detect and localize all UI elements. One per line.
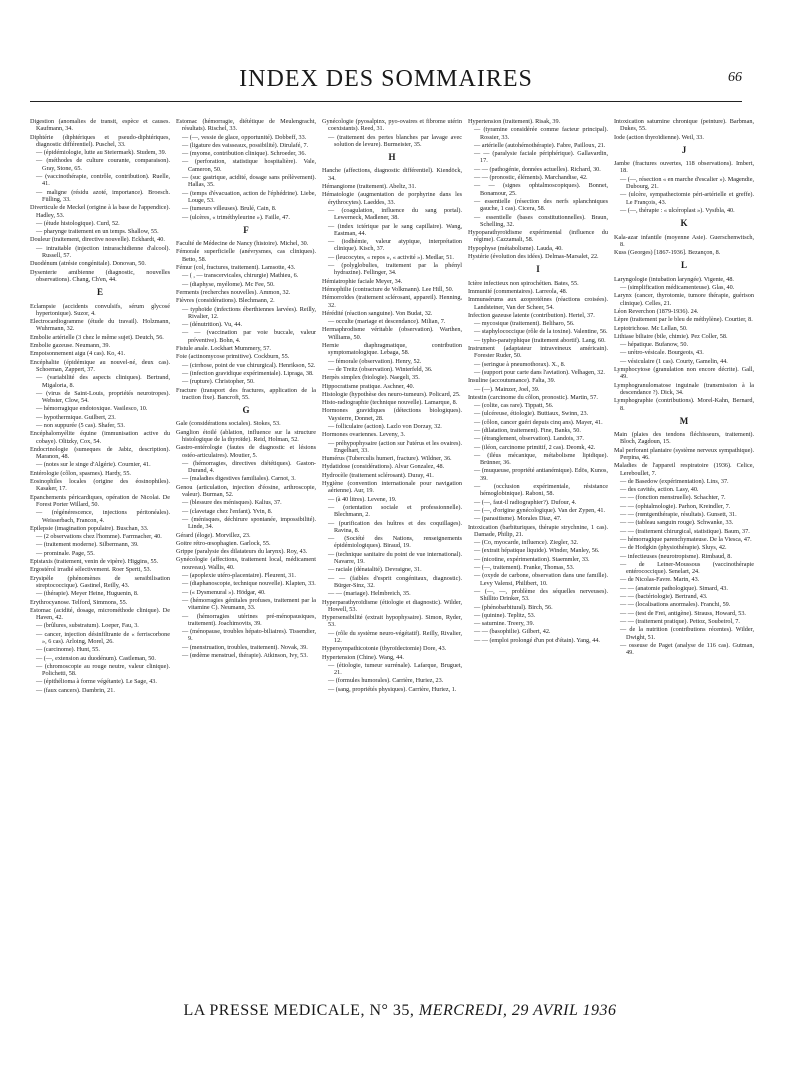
index-entry: Lymphogranulomatose inguinale (transmission à la descendance ?). Dick, 34. bbox=[614, 381, 754, 396]
index-subentry: — (—, extension au duodénum). Castleman, 50. bbox=[36, 654, 156, 662]
index-subentry: — (virus de Saint-Louis, propriétés neurotropes). Webster, Clow, 54. bbox=[36, 389, 170, 405]
index-entry: Hydrocèle (traitement sclérosant). Duray, 41. bbox=[322, 471, 434, 479]
index-entry: Diverticule de Meckel (origine à la base de l'appendice). Hadley, 53. bbox=[30, 204, 170, 219]
index-subentry: — (vaccinothérapie, contrôle, contribution). Ruelle, 41. bbox=[36, 173, 170, 188]
index-entry: Faculté de Médecine de Nancy (histoire). Michel, 30. bbox=[176, 240, 309, 248]
index-subentry: — (quinine). Teplitz, 53. bbox=[474, 611, 536, 619]
index-entry: Ganglion étoilé (ablation, influence sur la structure histologique de la thyroïde). Reid, Holman, 52. bbox=[176, 428, 316, 443]
index-subentry: — (suc gastrique, acidité, dosage sans prélèvement). Hallas, 35. bbox=[182, 174, 316, 189]
index-subentry: — (parasitisme). Morales Diaz, 47. bbox=[474, 515, 562, 523]
index-entry: Instrument (adaptateur intraveineux américain). Forester Ruder, 50. bbox=[468, 345, 608, 360]
index-subentry: — (épidémiologie, lutte au Steiermark). Studem, 39. bbox=[36, 149, 167, 157]
index-entry: Immunité (commentaires). Larreola, 48. bbox=[468, 287, 568, 295]
index-subentry: — (infection gravidique expérimentale). Lipraga, 38. bbox=[182, 369, 314, 377]
index-subentry: — (diaphyse, myélome). Mc Fee, 50. bbox=[182, 280, 275, 288]
index-entry: Fièvres (considérations). Blechmann, 2. bbox=[176, 297, 275, 305]
index-column-3 bbox=[322, 118, 462, 978]
index-subentry: — (—, d'origine gynécologique). Van der Zypen, 41. bbox=[474, 506, 606, 514]
index-entry: Estomac (hémorragie, diététique de Meulengracht, résultats). Rischel, 33. bbox=[176, 118, 316, 133]
index-entry: Infection gazeuse latente (contribution). Hertel, 37. bbox=[468, 311, 595, 319]
section-letter: H bbox=[388, 152, 396, 163]
index-entry: Hypoparathyroïdisme expérimental (influence du régime). Cazzamali, 58. bbox=[468, 229, 608, 244]
index-subentry: — typho-paratyphique (traitement abortif). Lang, 60. bbox=[474, 336, 606, 344]
index-subentry: — (Société des Nations, renseignements épidémiologiques). Biraud, 19. bbox=[328, 535, 462, 550]
index-subentry: — — (vaccination par voie buccale, valeur préventive). Bohn, 4. bbox=[182, 329, 316, 344]
index-subentry: — (support pour carte dans l'aviation). Velhagen, 32. bbox=[474, 368, 605, 376]
index-entry: Hémorroïdes (traitement sclérosant, appareil). Henning, 32. bbox=[322, 294, 462, 309]
index-column-4 bbox=[468, 118, 608, 978]
index-entry: Hanche (affections, diagnostic différentiel). Kiendöck, 34. bbox=[322, 167, 462, 182]
index-subentry: — (iléon, carcinome primitif, 2 cas). Deomk, 42. bbox=[474, 443, 596, 451]
index-subentry: — (—, faut-il radiographier?). Dufour, 4. bbox=[474, 498, 577, 506]
index-entry: Encéphalite (épidémique au nouvel-né, deux cas). Schoeman, Zappert, 37. bbox=[30, 358, 170, 373]
index-subentry: — non suppurée (5 cas). Shafer, 53. bbox=[36, 421, 125, 429]
index-subentry: — (à 40 litres). Levene, 19. bbox=[328, 495, 397, 503]
index-entry: Endocrinologie (sumeques de Jabiz, description). Maranon, 48. bbox=[30, 445, 170, 461]
index-entry: Ergostérol irradié sélectivement. Roer Sperti, 53. bbox=[30, 566, 152, 574]
index-entry: Fistule anale. Lockhart Mummery, 57. bbox=[176, 345, 271, 353]
section-letter: M bbox=[679, 415, 689, 426]
index-entry: Hyperparathyroïdisme (étiologie et diagnostic). Wilder, Howell, 53. bbox=[322, 598, 462, 613]
index-subentry: — (rupture). Christopher, 50. bbox=[182, 378, 255, 386]
index-subentry: — (occlusion expérimentale, résistance hémoglobinique). Raboni, 58. bbox=[474, 483, 608, 498]
index-subentry: — (simplification médicamenteuse). Glas, 40. bbox=[620, 284, 735, 292]
index-column-5 bbox=[614, 118, 754, 978]
index-entry: Hystérie (évolution des idées). Delmas-Marsalet, 22. bbox=[468, 253, 599, 261]
index-subentry: — — (traitement chirurgical, statistique). Baum, 37. bbox=[620, 527, 750, 535]
index-entry: Hernie diaphragmatique, contribution symptomatologique. Lebaga, 58. bbox=[322, 342, 462, 357]
index-subentry: — (seringue à pneumothorax). X., 8. bbox=[474, 360, 566, 368]
index-subentry: — staphylococcique (rôle de la toxine). Valentine, 56. bbox=[474, 328, 608, 336]
index-subentry: — — (bactériologie). Bertrand, 43. bbox=[620, 593, 708, 601]
index-subentry: — des cavités, action. Lasy, 40. bbox=[620, 486, 699, 494]
index-subentry: — folliculaire (action). Lazlo von Dorzay, 32. bbox=[328, 422, 442, 430]
index-subentry: — (technique sanitaire du point de vue international). Navarre, 19. bbox=[328, 550, 462, 566]
index-entry: Hydatidose (considérations). Alvar Gonzalez, 48. bbox=[322, 463, 445, 471]
index-entry: Insuline (accoutumance). Falta, 39. bbox=[468, 377, 556, 385]
index-entry: Douleur (traitement, directive nouvelle). Eckhardt, 40. bbox=[30, 236, 165, 244]
index-entry: Dysenterie amibienne (diagnostic, nouvelles observations). Chang, Ch'en, 44. bbox=[30, 268, 170, 283]
index-subentry: — (—, —, problème des séquelles nerveuses). Shillito Drinker, 53. bbox=[474, 587, 608, 603]
index-subentry: — intraitable (injection intrarachidienne d'alcool). Russell, 57. bbox=[36, 244, 170, 260]
index-subentry: — (carcinome). Hunt, 55. bbox=[36, 646, 100, 654]
index-entry: Lymphographie (contributions). Morel-Kahn, Bernard, 8. bbox=[614, 397, 754, 412]
index-entry: Hypertension (Chine). Wang, 44. bbox=[322, 653, 404, 661]
index-entry: Hygiène (convention internationale pour navigation aérienne). Aur, 19. bbox=[322, 480, 462, 495]
index-entry: Foie (actinomycose primitive). Cockburn, 55. bbox=[176, 353, 290, 361]
index-subentry: — (méthodes de culture courante, comparaison). Gray, Stone, 65. bbox=[36, 157, 170, 172]
index-subentry: — (œdème menstruel, thérapie). Atkinson, Ivy, 53. bbox=[182, 652, 308, 659]
index-entry: Epilepsie (imagination populaire). Buschan, 33. bbox=[30, 524, 149, 532]
index-subentry: — (index ictérique par le sang capillaire). Wang, Eastman, 44. bbox=[328, 222, 462, 237]
index-entry: Entérologie (côlon, spasmes). Hardy, 55. bbox=[30, 469, 131, 477]
section-letter: I bbox=[536, 264, 540, 275]
index-entry: Gale (considérations sociales). Stokes, 53. bbox=[176, 420, 281, 428]
index-subentry: — (nicotine, expérimentation). Staemmler, 33. bbox=[474, 555, 590, 563]
index-subentry: — (coagulation, influence du sang portal). Lewerneck, Madlener, 38. bbox=[328, 206, 462, 222]
issue-number: N° 35 bbox=[369, 1002, 410, 1019]
index-subentry: — osseuse de Paget (analyse de 116 cas). Gutman, 49. bbox=[620, 641, 754, 657]
index-entry: Estomac (acidité, dosage, microméthode clinique). De Haven, 42. bbox=[30, 606, 170, 622]
index-entry: Hémophilie (contracture de Volkmann). Lee Hill, 50. bbox=[322, 285, 454, 293]
index-subentry: — (clavetage chez l'enfant). Yvin, 8. bbox=[182, 507, 273, 515]
index-subentry: — (faux cancers). Dambrin, 21. bbox=[36, 686, 115, 694]
index-subentry: — (dilatation, traitement). Fine, Banks, 50. bbox=[474, 426, 581, 434]
index-subentry: — hémorragique endotoxique. Vasilesco, 10. bbox=[36, 405, 148, 413]
index-entry: Histologie (hypothèse des neuro-tumeurs). Policard, 25. bbox=[322, 390, 461, 398]
index-entry: Laryngologie (intubation laryngée). Vigente, 48. bbox=[614, 275, 734, 283]
index-entry: Immunsérums aux azoprotéines (réactions croisées). Landsteiner, Van der Scheer, 54. bbox=[468, 296, 608, 311]
index-subentry: — (2 observations chez l'homme). Farrmacher, 40. bbox=[36, 533, 162, 541]
index-entry: Main (plaies des tendons fléchisseurs, traitement). Bloch, Zagdoun, 15. bbox=[614, 431, 754, 446]
index-subentry: — (chromoscopie au rouge neutre, valeur clinique). Polichetti, 58. bbox=[36, 662, 170, 678]
index-subentry: — cancer, injection désinfiltrante de « ferriscorbone », 6 cas). Arloing, Morel, 26. bbox=[36, 630, 170, 645]
index-subentry: — (orientation sociale et professionnelle). Blechmann, 2. bbox=[328, 503, 462, 519]
index-subentry: — ( , — transcervicales, chirurgie) Mathieu, 6. bbox=[182, 272, 299, 280]
index-subentry: — vésiculaire (1 cas). Courty, Gamelin, 44. bbox=[620, 357, 728, 365]
index-subentry: — — (fonction menstruelle). Schachter, 7. bbox=[620, 494, 726, 502]
index-entry: Larynx (cancer, thyrotomie, tumore thérapie, guérison clinique). Celles, 21. bbox=[614, 292, 754, 307]
index-entry: Erysipèle (phénomènes de sensibilisation streptococcique). Gastinel, Reilly, 43. bbox=[30, 574, 170, 589]
journal-name: LA PRESSE MEDICALE bbox=[183, 1002, 361, 1019]
issue-date: MERCREDI, 29 AVRIL 1936 bbox=[418, 1002, 617, 1019]
index-subentry: — (ulcères, « triméthyleurine »). Faille, 47. bbox=[182, 213, 290, 221]
index-subentry: — — (localisations anormales). Franchi, 59. bbox=[620, 601, 731, 609]
index-subentry: — — (rœntgenthérapie, résultats). Gunsett, 31. bbox=[620, 511, 737, 519]
index-subentry: — essentielle (résection des nerfs splanchniques gauche, 1 cas). Cicera, 58. bbox=[474, 197, 608, 213]
index-entry: Intestin (carcinome du côlon, pronostic). Martin, 57. bbox=[468, 393, 598, 401]
index-subentry: — (sang, propriétés physiques). Carrière, Huriez, 1. bbox=[328, 685, 457, 693]
index-entry: Hippocratisme pratique. Aschner, 40. bbox=[322, 382, 415, 390]
index-subentry: — (traitement moderne). Silbermann, 39. bbox=[36, 541, 139, 549]
index-subentry: — artérielle (autohémothérapie). Fabre, Pailloux, 21. bbox=[474, 141, 606, 149]
index-entry: Fémur (col, fractures, traitement). Lamsotte, 43. bbox=[176, 264, 296, 272]
index-entry: Hypertension (traitement). Risak, 39. bbox=[468, 118, 561, 125]
index-subentry: — (thérapie). Meyer Heine, Huguenin, 8. bbox=[36, 590, 139, 598]
index-entry: Genou (articulation, injection d'éosine, arthroscopie, valeur). Burman, 52. bbox=[176, 483, 316, 499]
index-entry: Hypersympathicotonie (thyroïdectomie) Dore, 43. bbox=[322, 645, 447, 653]
section-letter: F bbox=[243, 224, 249, 235]
index-subentry: — (extrait hépatique liquide). Winder, Manley, 56. bbox=[474, 547, 600, 555]
index-entry: Lithiase biliaire (bile, chimie). Pez Coller, 58. bbox=[614, 332, 728, 340]
index-subentry: — (purification des huîtres et des coquillages). Ravina, 8. bbox=[328, 519, 462, 534]
index-subentry: — — (tableau sanguin rouge). Schwanke, 33. bbox=[620, 519, 734, 527]
index-entry: Gastro-entérologie (fautes de diagnostic et lésions ostéo-articulaires). Moutier, 5. bbox=[176, 444, 316, 459]
index-subentry: — (maladies digestives familiales). Carnot, 3. bbox=[182, 475, 296, 483]
index-entry: Duodénum (atrésie congénitale). Donovan, 50. bbox=[30, 260, 146, 268]
index-subentry: — (myome, contribution clinique). Schroeder, 36. bbox=[182, 150, 306, 158]
index-subentry: — — (anatomie pathologique). Simard, 43. bbox=[620, 584, 728, 592]
index-entry: Kala-azar infantile (moyenne Asie). Guerschenwitsch, 8. bbox=[614, 233, 754, 248]
index-entry: Gérard (éloge). Morvillez, 23. bbox=[176, 531, 251, 539]
index-subentry: — — (pronostic, éléments). Marchandise, 42. bbox=[474, 174, 588, 182]
section-letter: L bbox=[680, 260, 687, 271]
index-subentry: — (tumeurs villeuses). Brulé, Cain, 8. bbox=[182, 205, 277, 213]
index-subentry: — (hémorragies génitales profuses, traitement par la vitamine C). Neumann, 33. bbox=[182, 596, 316, 612]
index-subentry: — (perforation, statistique hospitalière). Vale, Cameron, 50. bbox=[182, 158, 316, 173]
index-subentry: — urétro-vésicale. Bourgeois, 43. bbox=[620, 349, 704, 357]
index-subentry: — (hémorragies utérines pré-ménopausiques, traitement). Joachimovits, 39. bbox=[182, 612, 316, 627]
index-subentry: — (Co, myocarde, influence). Ziegler, 32. bbox=[474, 539, 579, 547]
index-subentry: — (—, thérapie : « ulcéroplast »). Vysibla, 40. bbox=[620, 206, 735, 214]
index-entry: Empoisonnement aigu (4 cas). Ko, 41. bbox=[30, 350, 126, 358]
index-entry: Hémangiome (traitement). Abeltz, 31. bbox=[322, 183, 417, 191]
index-subentry: — (iodhémie, valeur atypique, interprétation clinique). Kisch, 37. bbox=[328, 238, 462, 253]
index-subentry: — (menstruation, troubles, traitement). Novak, 39. bbox=[182, 643, 308, 651]
index-subentry: — pharynge traitement en un temps. Shallow, 55. bbox=[36, 228, 159, 236]
index-subentry: — (tyramine considérée comme facteur principal). Rossier, 33. bbox=[474, 126, 608, 141]
index-subentry: — — (pathogénie, données actuelles). Richard, 30. bbox=[474, 165, 601, 173]
index-subentry: — raciale (dénatalité). Devraigne, 31. bbox=[328, 566, 422, 574]
section-letter: J bbox=[681, 144, 687, 155]
index-columns bbox=[30, 118, 754, 978]
index-entry: Hémiatrophie faciale Meyer, 34. bbox=[322, 277, 403, 285]
index-entry: Eclampsie (accidents convulsifs, sérum glycosé hypertonique). Suzor, 4. bbox=[30, 302, 170, 317]
index-subentry: — — (basophilie). Gilbert, 42. bbox=[474, 628, 551, 636]
index-entry: Intoxication saturnine chronique (peinture). Barbman, Dukes, 55. bbox=[614, 118, 754, 133]
index-subentry: — (ménisques, déchirure spontanée, impossibilité). Linde, 34. bbox=[182, 515, 316, 531]
index-subentry: — (étude histologique). Curd, 52. bbox=[36, 219, 120, 227]
index-entry: Lymphocytose (granulation non encore décrite). Gall, 49. bbox=[614, 366, 754, 381]
index-subentry: — hémorragique parenchymateuse. De la Viesca, 47. bbox=[620, 535, 752, 543]
index-entry: Grippe (paralysie des dilatateurs du larynx). Roy, 43. bbox=[176, 548, 308, 556]
index-entry: Fémorale superficielle (anévrysmes, cas cliniques). Betto, 58. bbox=[176, 248, 316, 263]
index-subentry: — (brûlures, substratum). Loeper, Fau, 3. bbox=[36, 622, 139, 630]
index-entry: Histo-radiographie (technique nouvelle). Lamarque, 8. bbox=[322, 399, 458, 407]
index-subentry: — essentielle (bases constitutionnelles). Braun, Schelling, 32. bbox=[474, 213, 608, 228]
index-entry: Embolie gazeuse. Neumann, 39. bbox=[30, 342, 111, 350]
index-subentry: — de Leiner-Moussous (vaccinothérapie entérococcique). Senelart, 24. bbox=[620, 560, 754, 576]
index-subentry: — (colite, cas rare). Tippatt, 56. bbox=[474, 402, 554, 410]
index-subentry: — de la nutrition (contributions récentes). Wilder, Dwight, 51. bbox=[620, 626, 754, 641]
index-subentry: — (—, résection « en marche d'escalier »). Magendie, Dubourg, 21. bbox=[620, 175, 754, 191]
index-subentry: — typhoïde (infections éberthiennes larvées). Reilly, Rivalier, 12. bbox=[182, 305, 316, 320]
index-entry: Gynécologie (affections, traitement local, médicament nouveau). Wallis, 40. bbox=[176, 556, 316, 571]
index-subentry: — (blessure des ménisques). Kalius, 37. bbox=[182, 499, 282, 507]
index-entry: Gynécologie (pyosalpinx, pyo-ovaires et fibrome utérin coexistants). Reed, 31. bbox=[322, 118, 462, 133]
index-subentry: — (formules humorales). Carrière, Huriez, 23. bbox=[328, 677, 444, 685]
index-entry: Hormones ovariennes. Leveny, 3. bbox=[322, 431, 406, 439]
index-subentry: — (diaphanoscopie, technique nouvelle). Klapten, 33. bbox=[182, 580, 316, 588]
index-subentry: — (—, traitement). Franke, Thomas, 53. bbox=[474, 564, 575, 572]
index-entry: Electrocardiogramme (étude du travail). Holzmann, Wuhrmann, 32. bbox=[30, 318, 170, 333]
index-subentry: — de Basedow (expérimentation). Lins, 37. bbox=[620, 477, 729, 485]
index-subentry: — (ulcéreuse, étiologie). Buttiaux, Swinn, 23. bbox=[474, 410, 589, 418]
section-letter: G bbox=[242, 405, 250, 416]
index-entry: Embolie artérielle (3 chez le même sujet). Deutch, 56. bbox=[30, 333, 164, 341]
index-subentry: — (variabilité des aspects cliniques). Bertrand, Migaloria, 8. bbox=[36, 374, 170, 389]
index-subentry: — (« Dysmenural »). Hödgar, 40. bbox=[182, 588, 266, 596]
index-entry: Intoxication (barbituriques, thérapie strychnine, 1 cas). Damade, Philip, 21. bbox=[468, 523, 608, 538]
index-entry: Humérus (Tuberculis humeri, fracture). Wildner, 36. bbox=[322, 455, 452, 463]
section-letter: K bbox=[680, 218, 688, 229]
index-subentry: — (rôle du système neuro-végétatif). Reilly, Rivalier, 12. bbox=[328, 629, 462, 644]
index-entry: Hormones gravidiques (détections biologiques). Vaysierre, Donnet, 28. bbox=[322, 407, 462, 422]
index-subentry: — préhypophysaire (action sur l'utérus et les ovaires). Engelhart, 33. bbox=[328, 439, 462, 454]
page-header bbox=[30, 58, 742, 102]
index-subentry: — — (faibles d'esprit congénitaux, diagnostic). Bürger-Sinz, 32. bbox=[328, 574, 462, 589]
index-subentry: — (côlon, cancer guéri depuis cinq ans). Mayer, 41. bbox=[474, 418, 603, 426]
index-subentry: — (leucocytes, « repos », « activité »). Medlar, 51. bbox=[328, 253, 454, 261]
index-subentry: — (apoplexie utéro-placentaire). Fleurent, 31. bbox=[182, 572, 296, 580]
index-subentry: — (muqueuse, propriété antianémique). Edös, Kunos, 39. bbox=[474, 467, 608, 482]
index-subentry: — — (traitement pratique). Pettoz, Soubeirol, 7. bbox=[620, 617, 740, 625]
index-subentry: — (ménopause, troubles hépato-biliaires). Tissendier, 9. bbox=[182, 628, 316, 643]
index-subentry: — — (paralysie faciale périphérique). Gallavardin, 17. bbox=[474, 150, 608, 165]
page-footer: LA PRESSE MEDICALE, N° 35, MERCREDI, 29 AVRIL 1936 bbox=[183, 1002, 617, 1019]
index-subentry: — saturnine. Treery, 39. bbox=[474, 620, 535, 628]
index-subentry: — (polyglobulies, traitement par la phényl hydrazine). Fellinger, 34. bbox=[328, 262, 462, 277]
index-subentry: — de Nicolas-Favre. Marin, 43. bbox=[620, 576, 700, 584]
index-subentry: — (phénobarbitural). Birch, 56. bbox=[474, 603, 553, 611]
page-number: 66 bbox=[728, 70, 742, 85]
index-subentry: — (oxyde de carbone, observation dans une famille). Levy Valensi, Philibert, 10. bbox=[474, 572, 608, 587]
index-subentry: — de Treitz (observation). Winterfeld, 36. bbox=[328, 365, 433, 373]
index-entry: Encéphalomyélite équine (immunisation active du cobaye). Olitzky, Cox, 54. bbox=[30, 430, 170, 445]
index-subentry: — hypothermique. Guilbert, 23. bbox=[36, 413, 116, 421]
index-subentry: — (—). Mainzer, Joel, 39. bbox=[474, 385, 540, 393]
index-entry: Maladies de l'appareil respiratoire (1936). Celice, Lereboullet, 7. bbox=[614, 462, 754, 477]
index-subentry: — (cirrhose, point de vue chirurgical). Henrikson, 52. bbox=[182, 361, 316, 369]
index-entry: Digestion (anomalies de transit, espèce et causes. Kaufmann, 34. bbox=[30, 118, 170, 133]
index-subentry: — maligne (résidu azoté, importance). Broesch. Fülling, 33. bbox=[36, 188, 170, 203]
index-entry: Epistaxis (traitement, venin de vipère). Higgins, 55. bbox=[30, 558, 159, 566]
index-subentry: — (notes sur le singe d'Algérie). Cournier, 41. bbox=[36, 461, 151, 469]
index-subentry: — (ligature des vaisseaux, possibilité). Dirulafé, 7. bbox=[182, 141, 309, 149]
index-subentry: — — (ophtalmologie). Parhon, Kreindler, 7. bbox=[620, 502, 731, 510]
index-entry: Hypersensibilité (extrait hypophysaire). Simon, Ryder, 53. bbox=[322, 614, 462, 629]
index-subentry: — hépatique. Bufanow, 50. bbox=[620, 341, 688, 349]
index-entry: Herpès simplex (biologie). Naegeli, 35. bbox=[322, 374, 420, 382]
index-entry: Fracture (transport des fractures, application de la traction fixe). Bancroft, 55. bbox=[176, 386, 316, 401]
index-subentry: — (traitement des pertes blanches par lavage avec solution de levure). Burmeister, 35. bbox=[328, 133, 462, 148]
index-subentry: — (dénutrition). Vu, 44. bbox=[182, 321, 243, 329]
index-subentry: — (ulcère, sympathectomie péri-artérielle et greffe). Le François, 43. bbox=[620, 191, 754, 206]
index-subentry: — — (emploi prolongé d'un pot d'étain). Yang, 44. bbox=[474, 636, 600, 644]
index-entry: Epanchements péricardiques, opération de Nicolai. De Forest Porter Willard, 50. bbox=[30, 493, 170, 508]
index-entry: Goitre rétro-œsophagien. Garlock, 55. bbox=[176, 539, 271, 547]
index-entry: Hypophyse (métabolisme). Lauda, 40. bbox=[468, 244, 563, 252]
index-entry: Hérédité (réaction sanguine). Von Budat, 32. bbox=[322, 309, 433, 317]
index-entry: Hématologie (augmentation de porphyrine dans les érythrocytes). Laeddes, 33. bbox=[322, 191, 462, 206]
page-title: INDEX DES SOMMAIRES bbox=[239, 66, 533, 92]
index-entry: Eosinophiles locales (origine des éosinophiles). Kasaker, 17. bbox=[30, 478, 170, 493]
index-subentry: — (—, vessie de glace, opportunité). Dobbeff, 33. bbox=[182, 133, 307, 141]
index-entry: Ictère infectieux non spirochétien. Bates, 55. bbox=[468, 279, 579, 287]
index-entry: Lèpre (traitement par le bleu de méthylène). Courtier, 8. bbox=[614, 316, 753, 324]
index-subentry: — occulte (mariage et descendance). Milian, 7. bbox=[328, 318, 446, 326]
index-subentry: — de Hodgkin (physiothérapie). Sluys, 42. bbox=[620, 544, 727, 552]
index-subentry: — infectieuses (neurotropisme). Rimbaud, 8. bbox=[620, 552, 732, 560]
index-subentry: — mycosique (traitement). Beliharo, 56. bbox=[474, 320, 575, 328]
index-entry: Leptotrichose. Mc Lellan, 50. bbox=[614, 324, 688, 332]
index-subentry: — (étiologie, tumeur surrénale). Lafarque, Bruguet, 21. bbox=[328, 661, 462, 677]
index-entry: Ferments (recherches nouvelles). Ammon, 32. bbox=[176, 288, 291, 296]
index-subentry: — — (mariage). Helmbreich, 35. bbox=[328, 590, 411, 598]
index-entry: Diphtérie (diphtériques et pseudo-diphtériques, diagnostic différentiel). Puschel, 33. bbox=[30, 133, 170, 148]
index-entry: Iode (action thyroïdienne). Weil, 33. bbox=[614, 133, 704, 141]
index-entry: Erythrocyanose. Telford, Simmons, 55. bbox=[30, 598, 128, 606]
index-entry: Kuss (Georges) [1867-1936]. Bezançon, 8. bbox=[614, 249, 721, 257]
index-entry: Léon Reverchon (1879-1936). 24. bbox=[614, 307, 699, 315]
index-subentry: — — (test de Frei, antigène). Strauss, Howard, 53. bbox=[620, 609, 746, 617]
index-subentry: — (étranglement, observation). Landois, 37. bbox=[474, 435, 584, 443]
index-subentry: — (temps d'évacuation, action de l'éphédrine). Liebe, Louge, 53. bbox=[182, 189, 316, 204]
index-subentry: — (épithélioma à forme végétante). Le Sage, 43. bbox=[36, 678, 157, 686]
index-entry: Jambe (fractures ouvertes, 118 observations). Imbert, 18. bbox=[614, 160, 754, 175]
index-column-1 bbox=[30, 118, 170, 978]
index-subentry: — fémorale (observation). Henry, 52. bbox=[328, 357, 422, 365]
index-column-2 bbox=[176, 118, 316, 978]
index-entry: Mal perforant plantaire (système nerveux sympathique). Perpina, 46. bbox=[614, 446, 754, 461]
index-entry: Hermaphrodisme véritable (observation). Warthen, Williams, 50. bbox=[322, 326, 462, 341]
section-letter: E bbox=[96, 287, 103, 298]
header-rule bbox=[30, 101, 742, 102]
index-subentry: — — (signes ophtalmoscopiques). Bonnet, Bonamour, 25. bbox=[474, 182, 608, 197]
index-subentry: — (régénérescence, injections péritonéales). Weisserbach, Francon, 4. bbox=[36, 509, 170, 524]
index-subentry: — prominale. Page, 55. bbox=[36, 549, 95, 557]
index-subentry: — (hémorragies, directives diététiques). Gaston-Durand, 4. bbox=[182, 459, 316, 475]
index-subentry: — (iléus mécanique, métabolisme lipidique). Brünner, 36. bbox=[474, 451, 608, 467]
